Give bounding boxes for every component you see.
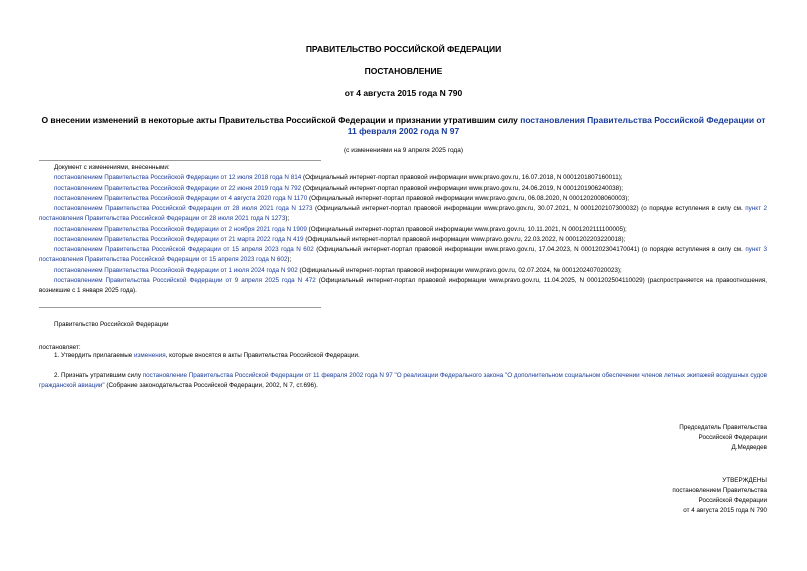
signatory-org: Российской Федерации [698, 434, 767, 441]
signatory-title: Председатель Правительства [679, 424, 767, 431]
amendment-link[interactable]: постановлением Правительства Российской Федерации от 15 апреля 2023 года N 602 [54, 246, 314, 253]
resolves-word: постановляет: [39, 344, 81, 351]
amendment-link[interactable]: постановлением Правительства Российской Федерации от 2 ноября 2021 года N 1909 [54, 225, 307, 233]
amendment-link[interactable]: постановлением Правительства Российской Федерации от 22 июня 2019 года N 792 [54, 184, 302, 192]
list-item [39, 235, 767, 245]
paragraph-1 [39, 351, 782, 361]
issuer-name: Правительство Российской Федерации [54, 321, 169, 328]
list-item [39, 184, 767, 194]
effective-date-link[interactable]: пункт 2 постановления Правительства Российской Федерации от 28 июля 2021 года N 1273 [39, 205, 768, 223]
amendment-source: (Официальный интернет-портал правовой информации www.pravo.gov.ru, 06.08.2020, N 0001202008060003); [307, 194, 630, 202]
repealed-decree-link[interactable]: постановление Правительства Российской Федерации от 11 февраля 2002 года N 97 "О реализации Федерального закона "О дополнительном социальном обеспечении членов летных экипажей воздушных судов гражданской авиации" [39, 372, 767, 389]
amendment-tail: ); [287, 256, 292, 264]
approval-line: постановлением Правительства [672, 487, 767, 494]
amendment-tail: ); [285, 215, 290, 223]
divider-top [39, 160, 321, 161]
amendment-source: (Официальный интернет-портал правовой информации www.pravo.gov.ru, 30.07.2021, N 0001202107300032) (о порядке вступления в силу см. [312, 205, 746, 212]
list-item [39, 266, 767, 276]
amendment-link[interactable]: постановлением Правительства Российской Федерации от 21 марта 2022 года N 419 [54, 235, 304, 243]
list-item [39, 276, 767, 297]
amendment-source: (Официальный интернет-портал правовой информации www.pravo.gov.ru, 10.11.2021, N 0001202111100005); [306, 225, 627, 233]
document-date-number: от 4 августа 2015 года N 790 [344, 88, 463, 98]
revision-note: (с изменениями на 9 апреля 2025 года) [343, 147, 463, 154]
list-item [39, 225, 767, 235]
document-type-heading: ПОСТАНОВЛЕНИЕ [364, 66, 443, 76]
government-heading: ПРАВИТЕЛЬСТВО РОССИЙСКОЙ ФЕДЕРАЦИИ [305, 44, 502, 54]
approval-block [507, 476, 767, 516]
list-item [39, 245, 767, 266]
changes-intro: Документ с изменениями, внесенными: [54, 164, 170, 171]
signatory-name: Д.Медведев [731, 444, 767, 451]
paragraph-2 [39, 371, 767, 391]
amendment-link[interactable]: постановлением Правительства Российской Федерации от 1 июля 2024 года N 902 [54, 266, 298, 274]
title-link-decree-97[interactable]: постановления Правительства Российской Федерации от 11 февраля 2002 года N 97 [347, 115, 766, 136]
amendment-link[interactable]: постановлением Правительства Российской Федерации от 9 апреля 2025 года N 472 [54, 276, 316, 284]
signature-block [507, 423, 767, 453]
changes-list [39, 163, 767, 296]
amendment-source: (Официальный интернет-портал правовой информации www.pravo.gov.ru, 02.07.2024, № 0001202407020023); [297, 266, 622, 274]
p2-text: 2. Признать утратившим силу [54, 372, 143, 379]
amendment-link[interactable]: постановлением Правительства Российской Федерации от 4 августа 2020 года N 1170 [54, 194, 308, 202]
title-text: О внесении изменений в некоторые акты Правительства Российской Федерации и признании утратившим силу [41, 115, 521, 125]
amendment-source: (Официальный интернет-портал правовой информации www.pravo.gov.ru, 11.04.2025, N 0001202504110029) (распространяется на правоотношения, возникшие с 1 января 2025 года). [39, 276, 767, 294]
amendment-link[interactable]: постановлением Правительства Российской Федерации от 12 июля 2018 года N 814 [54, 174, 302, 182]
divider-bottom [39, 307, 321, 308]
list-item [39, 204, 767, 225]
approval-heading: УТВЕРЖДЕНЫ [722, 477, 767, 484]
approval-date: от 4 августа 2015 года N 790 [683, 507, 767, 514]
p2-text-end: (Собрание законодательства Российской Федерации, 2002, N 7, ст.696). [104, 382, 318, 389]
amendment-source: (Официальный интернет-портал правовой информации www.pravo.gov.ru, 22.03.2022, N 0001202203220018); [303, 235, 626, 243]
amendment-source: (Официальный интернет-портал правовой информации www.pravo.gov.ru, 16.07.2018, N 0001201807160011); [301, 174, 623, 182]
amendment-source: (Официальный интернет-портал правовой информации www.pravo.gov.ru, 17.04.2023, N 0001202304170041) (о порядке вступления в силу см. [313, 246, 746, 253]
p1-text: 1. Утвердить прилагаемые [54, 352, 134, 359]
amendment-source: (Официальный интернет-портал правовой информации www.pravo.gov.ru, 24.06.2019, N 0001201906240038); [301, 184, 623, 192]
list-item [39, 173, 767, 183]
p1-text-end: , которые вносятся в акты Правительства Российской Федерации. [165, 352, 360, 359]
changes-link[interactable]: изменения [134, 352, 166, 359]
approval-line: Российской Федерации [698, 497, 767, 504]
list-item [39, 194, 767, 204]
effective-date-link[interactable]: пункт 3 постановления Правительства Российской Федерации от 15 апреля 2023 года N 602 [39, 246, 768, 264]
document-title [40, 115, 767, 137]
amendment-link[interactable]: постановлением Правительства Российской Федерации от 28 июля 2021 года N 1273 [54, 205, 313, 212]
